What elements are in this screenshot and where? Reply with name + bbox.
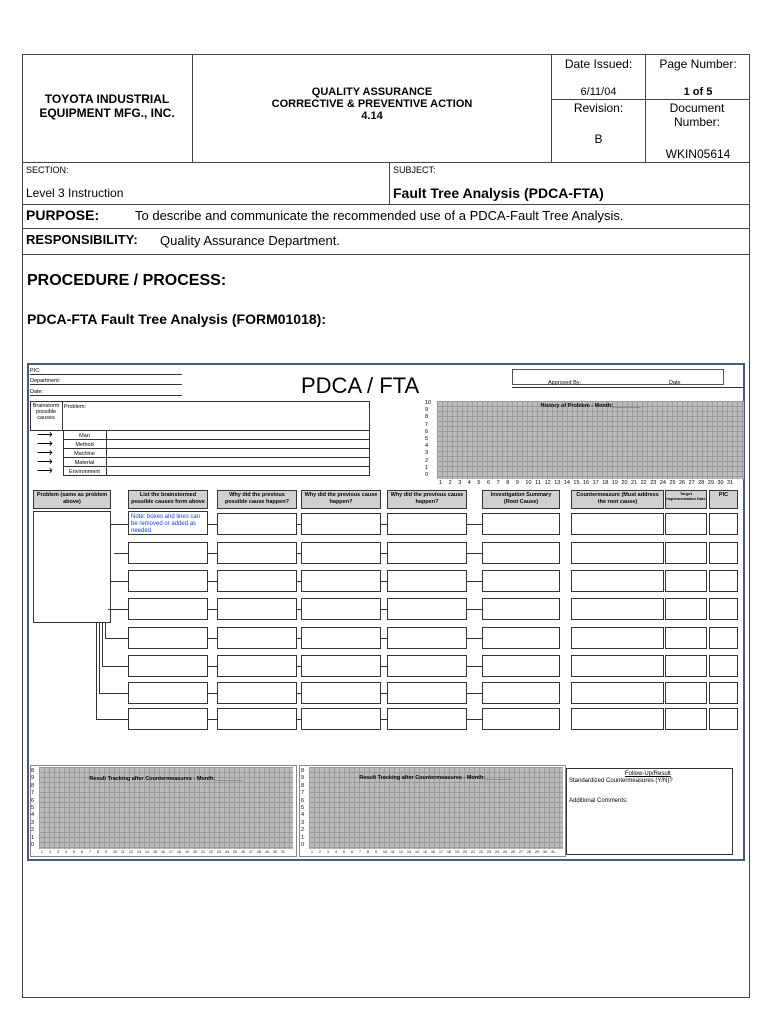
result-x-tick: 7 xyxy=(359,850,361,854)
tree-cell[interactable] xyxy=(128,655,208,677)
tree-cell[interactable] xyxy=(482,627,560,649)
result-x-tick: 21 xyxy=(471,850,475,854)
pic-label: PIC: xyxy=(30,368,41,374)
tree-cell[interactable] xyxy=(301,655,381,677)
revision-value: B xyxy=(594,132,603,146)
cause-label-material: Material xyxy=(74,460,95,466)
countermeasure-cell[interactable] xyxy=(709,627,738,649)
result-x-tick: 5 xyxy=(73,850,75,854)
column-header-5: Why did the previous cause happen? xyxy=(387,490,467,509)
countermeasure-cell[interactable] xyxy=(571,542,664,564)
history-y-tick: 8 xyxy=(425,414,429,421)
history-x-tick: 15 xyxy=(573,480,580,486)
tree-cell[interactable] xyxy=(217,513,297,535)
result-x-tick: 27 xyxy=(249,850,253,854)
countermeasure-cell[interactable] xyxy=(665,708,707,730)
note-box: Note: boxes and lines can be removed or added as needed. xyxy=(128,511,208,535)
tree-cell[interactable] xyxy=(217,627,297,649)
result-y-tick: 1 xyxy=(31,834,35,841)
column-header-4: Why did the previous cause happen? xyxy=(301,490,381,509)
history-x-tick: 23 xyxy=(650,480,657,486)
tree-cell[interactable] xyxy=(387,627,467,649)
company-name: TOYOTA INDUSTRIAL EQUIPMENT MFG., INC. xyxy=(39,92,175,120)
section-value: Level 3 Instruction xyxy=(26,186,124,200)
document-title: QUALITY ASSURANCE CORRECTIVE & PREVENTIVE ACTION 4.14 xyxy=(271,86,473,122)
history-x-tick: 21 xyxy=(631,480,638,486)
column-header-1: Problem (same as problem above) xyxy=(33,490,111,509)
history-x-tick: 26 xyxy=(679,480,686,486)
subject-label: SUBJECT: xyxy=(393,165,436,175)
history-chart-title: History of Problem - Month:_________ xyxy=(540,403,641,409)
result-x-tick: 9 xyxy=(105,850,107,854)
history-x-tick: 14 xyxy=(563,480,570,486)
tree-cell[interactable] xyxy=(482,655,560,677)
result-x-tick: 20 xyxy=(193,850,197,854)
countermeasure-cell[interactable] xyxy=(709,598,738,620)
history-x-tick: 8 xyxy=(506,480,510,486)
result-x-tick: 1 xyxy=(311,850,313,854)
history-y-tick: 0 xyxy=(425,472,429,478)
result-y-tick: 2 xyxy=(31,827,35,834)
countermeasure-cell[interactable] xyxy=(665,542,707,564)
history-x-tick: 30 xyxy=(717,480,724,486)
result-y-tick: 0 xyxy=(31,842,35,848)
result-y-tick: 5 xyxy=(301,805,305,811)
result-x-tick: 2 xyxy=(49,850,51,854)
tree-cell[interactable] xyxy=(301,708,381,730)
form-title: PDCA / FTA xyxy=(301,373,420,398)
tree-cell[interactable] xyxy=(301,598,381,620)
date-label: Date: xyxy=(30,389,44,395)
document-number-value: WKIN05614 xyxy=(665,147,731,161)
result-x-tick: 3 xyxy=(57,850,59,854)
result-chart-2-title: Result Tracking after Countermeasures - Month:_________ xyxy=(359,775,513,781)
tree-cell[interactable] xyxy=(217,542,297,564)
history-x-tick: 10 xyxy=(525,480,532,486)
history-chart-grid xyxy=(437,401,744,479)
countermeasure-cell[interactable] xyxy=(571,708,664,730)
history-x-tick: 3 xyxy=(458,480,462,486)
result-x-tick: 19 xyxy=(185,850,189,854)
tree-cell[interactable] xyxy=(387,513,467,535)
tree-cell[interactable] xyxy=(217,570,297,592)
history-x-tick: 25 xyxy=(669,480,676,486)
countermeasure-cell[interactable] xyxy=(665,655,707,677)
revision-label: Revision: xyxy=(573,101,624,115)
brainstorm-label: Brainstorm possible causes xyxy=(32,403,60,421)
responsibility-row xyxy=(22,228,750,255)
tree-cell[interactable] xyxy=(128,682,208,704)
tree-cell[interactable] xyxy=(387,708,467,730)
tree-cell[interactable] xyxy=(482,513,560,535)
responsibility-label: RESPONSIBILITY: xyxy=(26,232,138,247)
result-y-tick: 0 xyxy=(301,842,305,848)
date-issued-label: Date Issued: xyxy=(564,57,633,71)
result-x-tick: 2 xyxy=(319,850,321,854)
followup-title: Follow-Up/Result xyxy=(625,771,671,777)
result-x-tick: 25 xyxy=(503,850,507,854)
document-header xyxy=(22,54,750,163)
result-y-tick: 3 xyxy=(301,819,305,826)
result-y-tick: 9 xyxy=(31,775,35,782)
history-y-tick: 10 xyxy=(425,400,432,406)
result-y-tick: 3 xyxy=(31,819,35,826)
problem-label: Problem: xyxy=(64,404,87,410)
result-y-tick: 5 xyxy=(31,805,35,811)
column-header-6: Investigation Summary (Root Cause) xyxy=(482,490,560,509)
result-x-tick: 18 xyxy=(177,850,181,854)
result-x-tick: 4 xyxy=(335,850,337,854)
tree-cell[interactable] xyxy=(387,655,467,677)
tree-cell[interactable] xyxy=(217,708,297,730)
tree-cell[interactable] xyxy=(301,570,381,592)
result-x-tick: 1 xyxy=(41,850,43,854)
history-x-tick: 13 xyxy=(554,480,561,486)
tree-cell[interactable] xyxy=(387,570,467,592)
tree-cell[interactable] xyxy=(128,598,208,620)
tree-cell[interactable] xyxy=(128,570,208,592)
countermeasure-cell[interactable] xyxy=(709,682,738,704)
countermeasure-cell[interactable] xyxy=(571,598,664,620)
subject-value: Fault Tree Analysis (PDCA-FTA) xyxy=(393,185,604,201)
result-x-tick: 23 xyxy=(487,850,491,854)
result-x-tick: 13 xyxy=(137,850,141,854)
tree-cell[interactable] xyxy=(482,682,560,704)
countermeasure-cell[interactable] xyxy=(665,682,707,704)
result-x-tick: 29 xyxy=(535,850,539,854)
result-y-tick: 6 xyxy=(301,797,305,804)
tree-cell[interactable] xyxy=(482,708,560,730)
result-x-tick: 24 xyxy=(495,850,499,854)
approved-by-label: Approved By: xyxy=(548,380,582,386)
result-x-tick: 24 xyxy=(225,850,229,854)
result-x-tick: 17 xyxy=(169,850,173,854)
cause-label-method: Method xyxy=(75,442,94,448)
cause-arrow-icon: ⟶ xyxy=(37,438,53,450)
followup-comments: Additional Comments: xyxy=(569,798,628,804)
result-x-tick: 26 xyxy=(511,850,515,854)
tree-cell[interactable] xyxy=(482,570,560,592)
cause-label-man: Man xyxy=(79,433,90,439)
history-y-tick: 4 xyxy=(425,443,429,450)
result-y-tick: 8 xyxy=(301,782,305,789)
section-label: SECTION: xyxy=(26,165,69,175)
responsibility-text: Quality Assurance Department. xyxy=(160,233,340,248)
result-x-tick: 8 xyxy=(97,850,99,854)
result-y-tick: 4 xyxy=(31,812,35,819)
history-x-tick: 28 xyxy=(698,480,705,486)
history-x-tick: 4 xyxy=(467,480,471,486)
tree-cell[interactable] xyxy=(387,682,467,704)
countermeasure-cell[interactable] xyxy=(571,627,664,649)
result-x-tick: 6 xyxy=(81,850,83,854)
result-x-tick: 21 xyxy=(201,850,205,854)
history-x-tick: 9 xyxy=(515,480,519,486)
result-x-tick: 14 xyxy=(145,850,149,854)
history-y-tick: 7 xyxy=(425,421,429,428)
tree-cell[interactable] xyxy=(387,598,467,620)
result-x-tick: 11 xyxy=(121,850,125,854)
tree-cell[interactable] xyxy=(217,682,297,704)
cause-arrow-icon: ⟶ xyxy=(37,447,53,459)
countermeasure-cell[interactable] xyxy=(665,627,707,649)
result-x-tick: 13 xyxy=(407,850,411,854)
countermeasure-cell[interactable] xyxy=(571,655,664,677)
history-y-tick: 9 xyxy=(425,407,429,414)
tree-cell[interactable] xyxy=(301,627,381,649)
tree-cell[interactable] xyxy=(128,708,208,730)
cause-arrow-icon: ⟶ xyxy=(37,429,53,441)
result-y-tick: 8 xyxy=(301,768,305,774)
result-x-tick: 10 xyxy=(113,850,117,854)
history-x-tick: 7 xyxy=(496,480,500,486)
purpose-text: To describe and communicate the recommended use of a PDCA-Fault Tree Analysis. xyxy=(135,208,624,223)
approved-date-label: Date xyxy=(669,380,681,386)
history-y-tick: 3 xyxy=(425,450,429,457)
history-x-tick: 11 xyxy=(535,480,541,486)
result-x-tick: 30 xyxy=(273,850,277,854)
procedure-heading: PROCEDURE / PROCESS: xyxy=(27,272,227,289)
pdca-fta-form xyxy=(27,363,745,861)
tree-cell[interactable] xyxy=(217,598,297,620)
countermeasure-cell[interactable] xyxy=(571,513,664,535)
countermeasure-cell[interactable] xyxy=(709,570,738,592)
countermeasure-cell[interactable] xyxy=(709,542,738,564)
page-number-label: Page Number: xyxy=(659,57,737,71)
result-y-tick: 1 xyxy=(301,834,305,841)
column-header-7: Countermeasure (Must address the root cause) xyxy=(571,490,664,509)
tree-cell[interactable] xyxy=(482,598,560,620)
result-x-tick: 22 xyxy=(479,850,483,854)
history-x-tick: 19 xyxy=(611,480,618,486)
followup-standardized: Standardized Countermeasures (Y/N)? xyxy=(569,778,673,784)
result-x-tick: 3 xyxy=(327,850,329,854)
column-header-2: List the brainstormed possible causes form above xyxy=(128,490,208,509)
history-x-tick: 22 xyxy=(640,480,647,486)
tree-cell[interactable] xyxy=(301,682,381,704)
history-x-tick: 5 xyxy=(477,480,481,486)
countermeasure-cell[interactable] xyxy=(665,513,707,535)
result-x-tick: 11 xyxy=(391,850,395,854)
cause-label-machine: Machine xyxy=(74,451,95,457)
result-y-tick: 4 xyxy=(301,812,305,819)
form-heading: PDCA-FTA Fault Tree Analysis (FORM01018): xyxy=(27,311,326,327)
result-x-tick: 6 xyxy=(351,850,353,854)
document-number-label: Document Number: xyxy=(669,101,725,129)
result-x-tick: 20 xyxy=(463,850,467,854)
history-x-tick: 20 xyxy=(621,480,628,486)
history-x-tick: 6 xyxy=(487,480,491,486)
history-x-tick: 24 xyxy=(659,480,666,486)
countermeasure-cell[interactable] xyxy=(709,708,738,730)
countermeasure-cell[interactable] xyxy=(709,513,738,535)
result-x-tick: 23 xyxy=(217,850,221,854)
history-x-tick: 31 xyxy=(727,480,734,486)
countermeasure-cell[interactable] xyxy=(571,682,664,704)
history-y-tick: 6 xyxy=(425,428,429,435)
result-y-tick: 7 xyxy=(301,790,305,797)
result-x-tick: 29 xyxy=(265,850,269,854)
result-x-tick: 22 xyxy=(209,850,213,854)
result-y-tick: 2 xyxy=(301,827,305,834)
result-x-tick: 31 xyxy=(281,850,285,854)
section-subject-row xyxy=(22,162,750,205)
tree-cell[interactable] xyxy=(128,542,208,564)
result-x-tick: 19 xyxy=(455,850,459,854)
column-header-3: Why did the previous possible cause happen? xyxy=(217,490,297,509)
result-x-tick: 7 xyxy=(89,850,91,854)
department-label: Department: xyxy=(30,378,61,384)
column-header-9: PIC xyxy=(709,490,738,509)
result-x-tick: 10 xyxy=(383,850,387,854)
purpose-label: PURPOSE: xyxy=(26,207,100,223)
tree-cell[interactable] xyxy=(128,627,208,649)
countermeasure-cell[interactable] xyxy=(709,655,738,677)
history-x-tick: 1 xyxy=(439,480,443,486)
history-x-tick: 17 xyxy=(592,480,599,486)
countermeasure-cell[interactable] xyxy=(571,570,664,592)
history-x-tick: 16 xyxy=(583,480,590,486)
purpose-row xyxy=(22,204,750,229)
cause-arrow-icon: ⟶ xyxy=(37,456,53,468)
result-x-tick: 25 xyxy=(233,850,237,854)
result-y-tick: 8 xyxy=(31,768,35,774)
result-x-tick: 27 xyxy=(519,850,523,854)
history-x-tick: 18 xyxy=(602,480,609,486)
result-x-tick: 31 xyxy=(551,850,555,854)
result-y-tick: 8 xyxy=(31,782,35,789)
result-x-tick: 17 xyxy=(439,850,443,854)
history-y-tick: 1 xyxy=(425,464,429,471)
result-x-tick: 15 xyxy=(423,850,427,854)
result-x-tick: 15 xyxy=(153,850,157,854)
result-x-tick: 14 xyxy=(415,850,419,854)
result-x-tick: 28 xyxy=(257,850,261,854)
history-y-tick: 5 xyxy=(425,436,429,442)
result-x-tick: 9 xyxy=(375,850,377,854)
history-y-tick: 2 xyxy=(425,457,429,464)
result-x-tick: 8 xyxy=(367,850,369,854)
result-x-tick: 28 xyxy=(527,850,531,854)
cause-arrow-icon: ⟶ xyxy=(37,465,53,477)
result-y-tick: 9 xyxy=(301,775,305,782)
result-x-tick: 16 xyxy=(161,850,165,854)
countermeasure-cell[interactable] xyxy=(665,570,707,592)
result-chart-1-title: Result Tracking after Countermeasures - Month:_________ xyxy=(89,776,243,782)
history-x-tick: 27 xyxy=(688,480,695,486)
history-x-tick: 2 xyxy=(448,480,452,486)
result-x-tick: 12 xyxy=(399,850,403,854)
history-x-tick: 29 xyxy=(707,480,714,486)
result-x-tick: 4 xyxy=(65,850,67,854)
result-x-tick: 5 xyxy=(343,850,345,854)
date-issued-value: 6/11/04 xyxy=(580,86,617,98)
result-x-tick: 30 xyxy=(543,850,547,854)
result-x-tick: 16 xyxy=(431,850,435,854)
tree-cell[interactable] xyxy=(301,513,381,535)
history-x-tick: 12 xyxy=(544,480,551,486)
tree-cell[interactable] xyxy=(482,542,560,564)
problem-box[interactable] xyxy=(33,511,111,623)
result-x-tick: 12 xyxy=(129,850,133,854)
page-number-value: 1 of 5 xyxy=(683,86,713,98)
cause-label-environment: Environment xyxy=(69,469,100,475)
tree-cell[interactable] xyxy=(217,655,297,677)
countermeasure-cell[interactable] xyxy=(665,598,707,620)
result-x-tick: 26 xyxy=(241,850,245,854)
result-y-tick: 6 xyxy=(31,797,35,804)
column-header-8: Target Implementation Date xyxy=(665,490,707,509)
result-x-tick: 18 xyxy=(447,850,451,854)
tree-cell[interactable] xyxy=(301,542,381,564)
tree-cell[interactable] xyxy=(387,542,467,564)
result-y-tick: 7 xyxy=(31,790,35,797)
